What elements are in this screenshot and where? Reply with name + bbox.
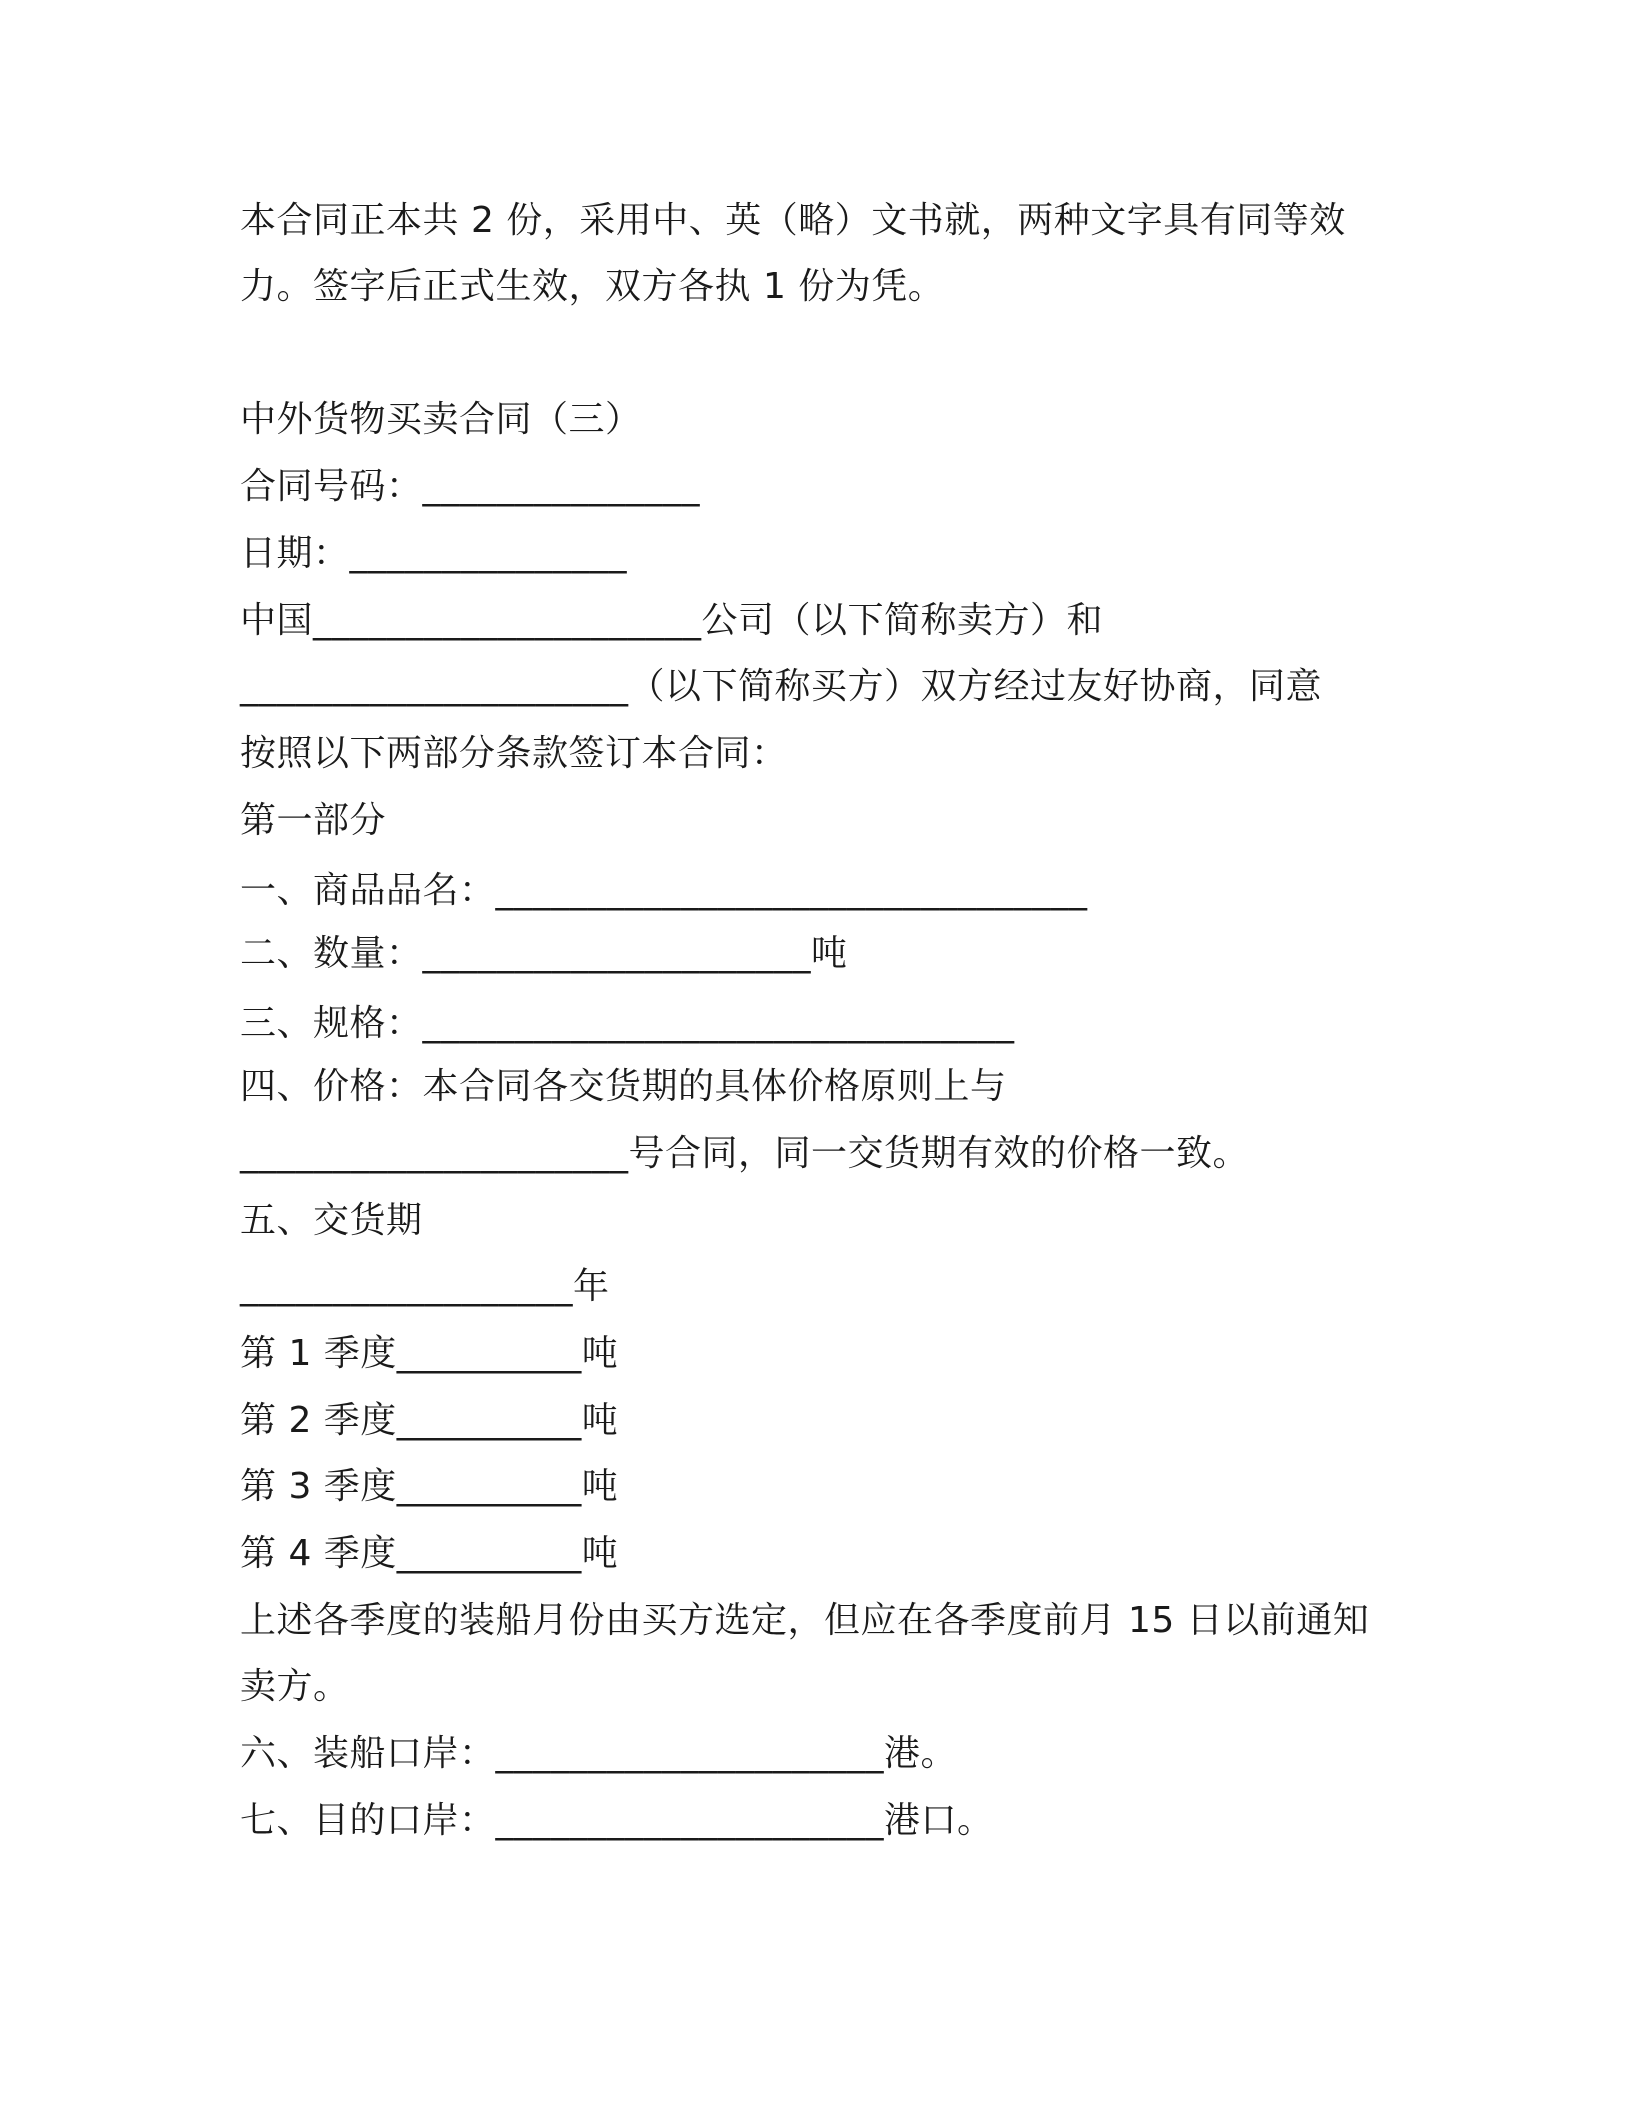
clause-price-continued: _____________________号合同，同一交货期有效的价格一致。 [240, 1133, 1250, 1174]
section-title: 中外货物买卖合同（三） [240, 399, 642, 440]
clause-delivery-period: 五、交货期 [240, 1200, 423, 1241]
contract-number-line: 合同号码：_______________ [240, 466, 701, 507]
clause-loading-port: 六、装船口岸：_____________________港。 [240, 1733, 958, 1774]
quarter-4-line: 第 4 季度__________吨 [240, 1533, 619, 1574]
shipment-notice-line: 上述各季度的装船月份由买方选定，但应在各季度前月 15 日以前通知 [240, 1600, 1370, 1641]
clause-quantity: 二、数量：_____________________吨 [240, 933, 848, 974]
shipment-notice-continued: 卖方。 [240, 1666, 350, 1707]
text-line-2: 力。签字后正式生效，双方各执 1 份为凭。 [240, 266, 945, 307]
seller-line: 中国_____________________公司（以下简称卖方）和 [240, 600, 1104, 641]
clause-goods-name: 一、商品品名：________________________________ [240, 870, 1088, 911]
clause-destination-port: 七、目的口岸：_____________________港口。 [240, 1800, 994, 1841]
delivery-year-line: __________________年 [240, 1266, 610, 1307]
clause-price: 四、价格：本合同各交货期的具体价格原则上与 [240, 1066, 1007, 1107]
quarter-1-line: 第 1 季度__________吨 [240, 1333, 619, 1374]
text-line-1: 本合同正本共 2 份，采用中、英（略）文书就，两种文字具有同等效 [240, 200, 1346, 241]
date-line: 日期：_______________ [240, 533, 628, 574]
quarter-2-line: 第 2 季度__________吨 [240, 1400, 619, 1441]
part-one-heading: 第一部分 [240, 800, 387, 841]
buyer-line: _____________________（以下简称买方）双方经过友好协商，同意 [240, 666, 1323, 707]
clause-specification: 三、规格：________________________________ [240, 1003, 1015, 1044]
quarter-3-line: 第 3 季度__________吨 [240, 1466, 619, 1507]
agreement-line: 按照以下两部分条款签订本合同： [240, 733, 788, 774]
